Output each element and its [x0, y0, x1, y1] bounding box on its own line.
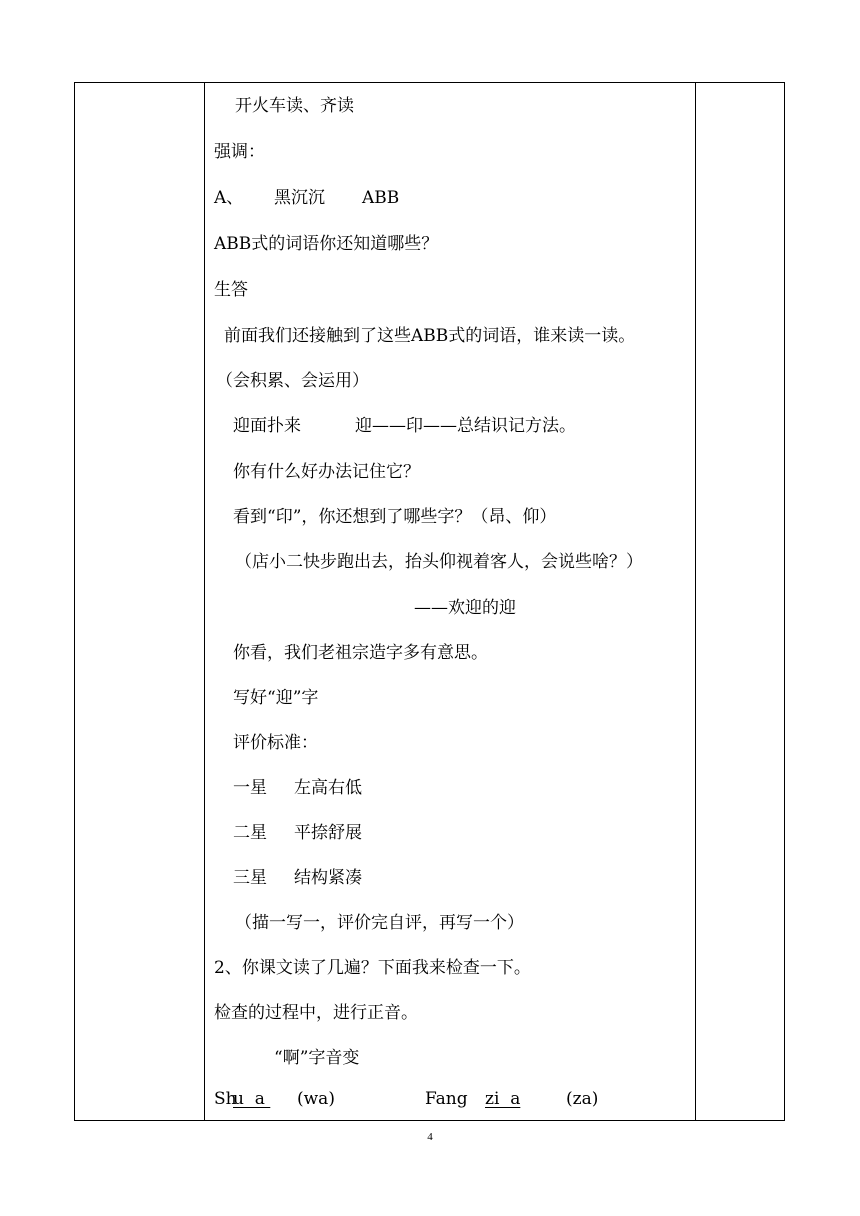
pinyin-example-prefix: Fang — [425, 1089, 468, 1109]
text-line-phrase: 迎面扑来 — [233, 416, 301, 436]
pinyin-example-underlined: u a — [233, 1089, 271, 1109]
rating-label: 一星 — [233, 778, 267, 798]
text-line: 强调： — [214, 142, 265, 162]
rating-label: 二星 — [233, 823, 267, 843]
text-line: 2、你课文读了几遍？下面我来检查一下。 — [214, 958, 531, 978]
text-line-a: A、 — [214, 188, 244, 208]
text-line: （店小二快步跑出去，抬头仰视着客人，会说些啥？） — [235, 552, 643, 572]
pinyin-example-underlined: zi a — [485, 1089, 521, 1109]
table-column-divider-right — [695, 82, 696, 1121]
text-line: （描一写一，评价完自评，再写一个） — [235, 913, 524, 933]
text-line: 评价标准： — [233, 733, 318, 753]
text-line: 前面我们还接触到了这些ABB式的词语，谁来读一读。 — [224, 326, 636, 346]
text-line-method: 迎——印——总结识记方法。 — [355, 416, 576, 436]
lesson-content-cell — [214, 82, 690, 1121]
rating-criterion: 平捺舒展 — [294, 823, 362, 843]
text-line: 写好“迎”字 — [233, 688, 319, 708]
text-line: 检查的过程中，进行正音。 — [214, 1003, 418, 1023]
text-line-pattern: ABB — [362, 188, 400, 208]
text-line: ABB式的词语你还知道哪些？ — [214, 234, 439, 254]
text-line: （会积累、会运用） — [216, 371, 369, 391]
page-number: 4 — [427, 1131, 433, 1143]
text-line-word: 黑沉沉 — [274, 188, 325, 208]
rating-criterion: 左高右低 — [294, 778, 362, 798]
table-column-divider-left — [204, 82, 205, 1121]
rating-label: 三星 — [233, 868, 267, 888]
text-line: 你有什么好办法记住它？ — [233, 462, 420, 482]
text-line: 你看，我们老祖宗造字多有意思。 — [233, 643, 488, 663]
text-line: “啊”字音变 — [274, 1048, 360, 1068]
rating-criterion: 结构紧凑 — [294, 868, 362, 888]
pinyin-example-result: (za) — [566, 1089, 599, 1109]
text-line: 开火车读、齐读 — [235, 96, 354, 116]
text-line: 看到“印”，你还想到了哪些字？（昂、仰） — [233, 507, 557, 527]
text-line: ——欢迎的迎 — [414, 598, 516, 618]
pinyin-example-result: (wa) — [297, 1089, 335, 1109]
pinyin-example-prefix: Sh — [214, 1089, 237, 1109]
text-line: 生答 — [214, 280, 248, 300]
